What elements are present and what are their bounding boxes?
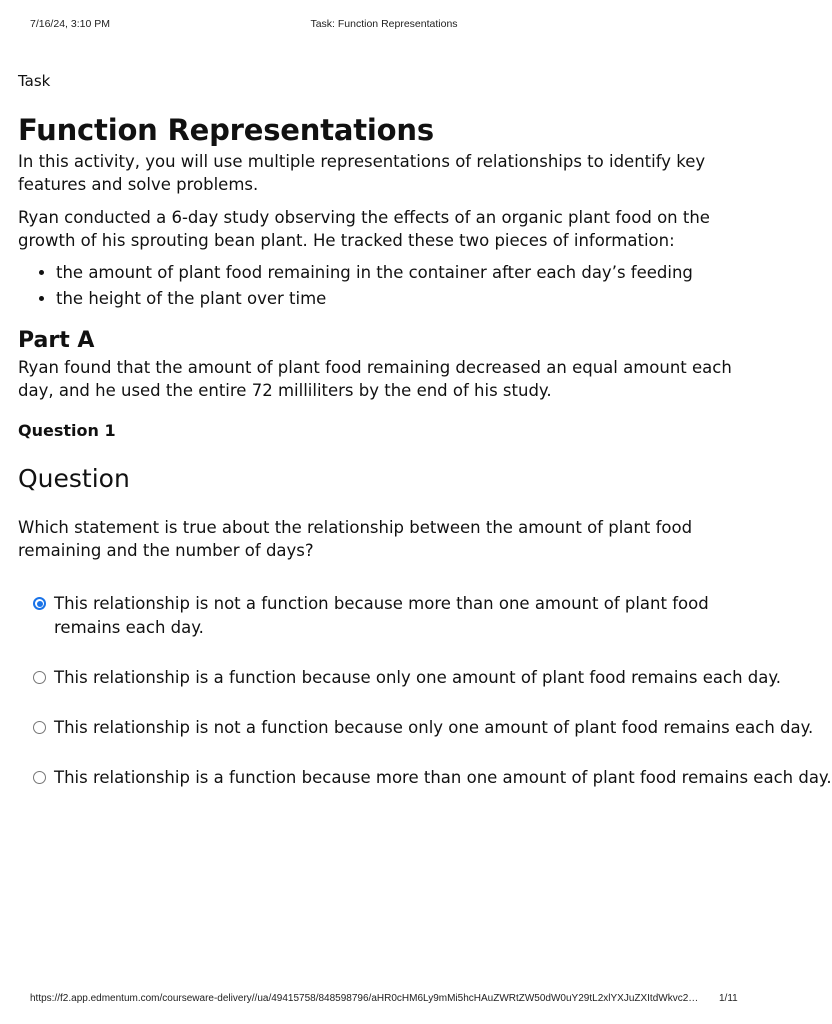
part-a-title: Part A: [18, 328, 95, 353]
question-heading: Question: [18, 464, 130, 493]
task-content: [18, 70, 832, 816]
radio-selected-icon[interactable]: [33, 597, 46, 610]
print-header: [0, 18, 768, 34]
list-item: • the height of the plant over time: [56, 286, 758, 312]
radio-unselected-icon[interactable]: [33, 771, 46, 784]
list-item: • the amount of plant food remaining in the container after each day’s feeding: [56, 260, 758, 286]
print-footer: [0, 993, 768, 1009]
question-number: Question 1: [18, 421, 116, 440]
part-a-text: Ryan found that the amount of plant food remaining decreased an equal amount each day, and he used the entire 72 milliliters by the end of his study.: [18, 358, 732, 400]
page-title: Function Representations: [18, 113, 434, 147]
answer-option-1[interactable]: [18, 592, 749, 640]
radio-unselected-icon[interactable]: [33, 671, 46, 684]
question-prompt: Which statement is true about the relationship between the amount of plant food remaining and the number of days?: [18, 518, 693, 560]
breadcrumb: Task: [18, 72, 51, 90]
answer-options: [18, 592, 832, 790]
print-datetime: 7/16/24, 3:10 PM: [30, 18, 110, 30]
answer-option-4[interactable]: [18, 766, 832, 790]
answer-option-label[interactable]: This relationship is not a function because more than one amount of plant food remains each day.: [54, 594, 709, 637]
answer-option-3[interactable]: [18, 716, 814, 740]
answer-option-label[interactable]: This relationship is a function because more than one amount of plant food remains each day.: [54, 768, 832, 787]
answer-option-label[interactable]: This relationship is not a function because only one amount of plant food remains each day.: [54, 718, 814, 737]
radio-unselected-icon[interactable]: [33, 721, 46, 734]
story-text: Ryan conducted a 6-day study observing the effects of an organic plant food on the growth of his sprouting bean plant. He tracked these two pieces of information:: [18, 208, 710, 250]
answer-option-2[interactable]: [18, 666, 782, 690]
print-url: https://f2.app.edmentum.com/courseware-delivery//ua/49415758/848598796/aHR0cHM6Ly9mMi5hcHAuZWRtZW50dW0uY29tL2xlYXJuZXItdWkvc2…: [30, 993, 699, 1004]
info-list: [18, 260, 758, 312]
answer-option-label[interactable]: This relationship is a function because only one amount of plant food remains each day.: [54, 668, 782, 687]
print-doc-title: Task: Function Representations: [310, 18, 458, 30]
print-page-number: 1/11: [719, 993, 738, 1004]
intro-text: In this activity, you will use multiple representations of relationships to identify key features and solve problems.: [18, 152, 706, 194]
